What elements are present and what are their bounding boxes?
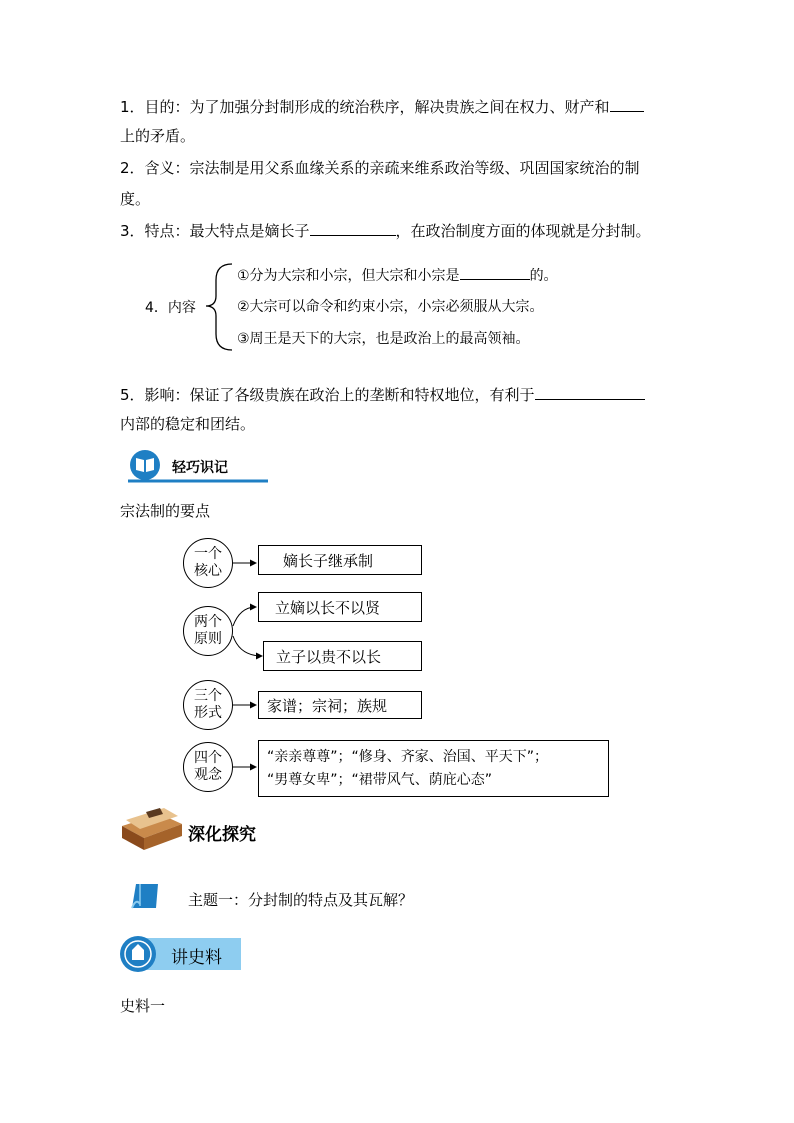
diagram-box-principle-2: 立子以贵不以长 <box>263 641 422 671</box>
memory-section-title: 轻巧识记 <box>172 460 228 476</box>
point-3: 3．特点：最大特点是嫡长子 ，在政治制度方面的体现就是分封制。 <box>120 222 651 240</box>
diagram-node-concepts: 四个 观念 <box>183 742 233 792</box>
point-4-label: 4．内容 <box>145 300 196 316</box>
point-1-line-1: 1．目的：为了加强分封制形成的统治秩序，解决贵族之间在权力、财产和 <box>120 97 644 117</box>
point-5-line-2: 内部的稳定和团结。 <box>120 415 256 433</box>
memory-subtitle: 宗法制的要点 <box>120 502 211 520</box>
diagram-concepts-line-1: “亲亲尊尊”；“修身、齐家、治国、平天下”； <box>267 748 549 765</box>
point-2-line-2: 度。 <box>120 190 151 208</box>
point-4-item-1: ①分为大宗和小宗，但大宗和小宗是 的。 <box>237 268 558 284</box>
point-5-line-1: 5．影响：保证了各级贵族在政治上的垄断和特权地位，有利于 <box>120 385 645 405</box>
diagram-box-principle-1: 立嫡以长不以贤 <box>258 592 422 622</box>
diagram-box-core: 嫡长子继承制 <box>258 545 422 575</box>
explore-section-title: 深化探究 <box>188 825 256 845</box>
source-sub-title: 史料一 <box>120 997 166 1015</box>
point-1-line-2: 上的矛盾。 <box>120 127 196 145</box>
point-4-item-3: ③周王是天下的大宗，也是政治上的最高领袖。 <box>237 331 530 347</box>
topic-1-title: 主题一：分封制的特点及其瓦解？ <box>188 891 414 909</box>
point-4-item-2: ②大宗可以命令和约束小宗，小宗必须服从大宗。 <box>237 299 544 315</box>
source-section-title: 讲史料 <box>171 948 222 968</box>
diagram-concepts-line-2: “男尊女卑”；“裙带风气、荫庇心态” <box>267 771 493 788</box>
diagram-node-core: 一个 核心 <box>183 538 233 588</box>
diagram-node-forms: 三个 形式 <box>183 680 233 730</box>
point-2-line-1: 2．含义：宗法制是用父系血缘关系的亲疏来维系政治等级、巩固国家统治的制 <box>120 159 640 177</box>
diagram-box-forms: 家谱；宗祠；族规 <box>258 691 422 719</box>
diagram-node-principles: 两个 原则 <box>183 606 233 656</box>
